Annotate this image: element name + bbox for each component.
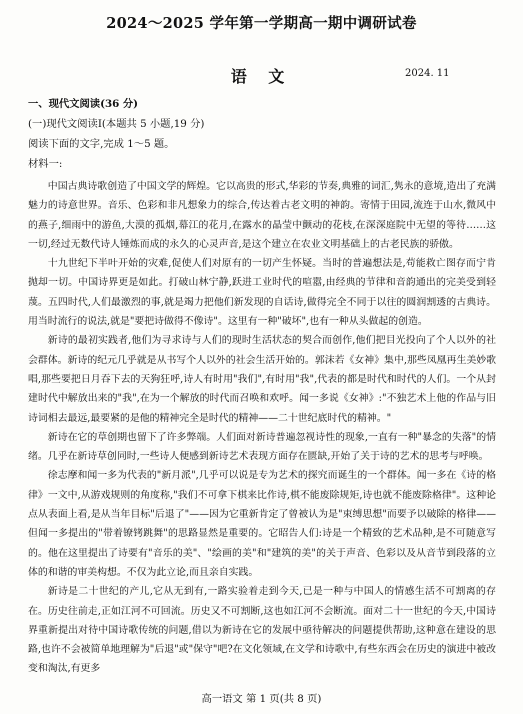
reading-instruction: 阅读下面的文字,完成 1～5 题。 bbox=[28, 138, 175, 150]
page-footer: 高一语文 第 1 页(共 8 页) bbox=[201, 693, 322, 705]
paragraph: 新诗在它的草创期也留下了许多弊端。人们面对新诗普遍忽视诗性的现象,一直有一种"暴念的失落"的情绪。几乎在新诗草创同时,一些诗人便感到新诗艺术表现方面存在匮缺,开始了关于诗的艺术的思考与呼唤。 bbox=[28, 431, 496, 463]
paragraph: 中国古典诗歌创造了中国文学的辉煌。它以高贵的形式,华彩的节奏,典雅的词汇,隽永的意境,造出了充满魅力的诗意世界。音乐、色彩和非凡想象力的综合,传达着古老文明的神韵。寄情于田园,流连于山水,微风中的燕子,细雨中的游鱼,大漠的孤烟,幕江的花月,在露水的晶莹中颤动的花枝,在深深庭院中无望的等待……这一切,经过无数代诗人锤炼而成的永久的心灵声音,是这个建立在农业文明基础上的古老民族的骄傲。 bbox=[28, 181, 496, 250]
sub-heading bbox=[28, 115, 204, 130]
paragraph: 新诗的最初实践者,他们为寻求诗与人们的现时生活状态的契合而创作,他们把目光投向了个人以外的社会群体。新诗的纪元几乎就是从书写个人以外的社会生活开始的。郭沫若《女神》集中,那些凤凰再生美妙歌唱,那些要把日月吞下去的天狗狂呼,诗人有时用"我们",有时用"我",代表的都是时代和时代的人们。一个从封建时代中解放出来的"我",在为一个解放的时代而召唤和欢呼。闻一多说《女神》:"不独艺术上他的作品与旧诗词相去最远,最要紧的是他的精神完全是时代的精神——二十世纪底时代的精神。" bbox=[28, 335, 496, 424]
exam-title: 2024～2025 学年第一学期高一期中调研试卷 bbox=[106, 15, 417, 32]
passage bbox=[28, 177, 496, 679]
sub-heading-text: (一)现代文阅读Ⅰ(本题共 5 小题,19 分) bbox=[28, 118, 205, 130]
material-label: 材料一: bbox=[28, 158, 63, 170]
subject-title: 语 文 bbox=[230, 67, 293, 86]
section-heading: 一、现代文阅读(36 分) bbox=[28, 98, 139, 110]
exam-date: 2024. 11 bbox=[405, 68, 450, 79]
paragraph: 十九世纪下半叶开始的灾难,促使人们对原有的一切产生怀疑。当时的普遍想法是,苟能救亡图存而宁肯抛却一切。中国诗界更是如此。打破山林宁静,跃进工业时代的喧嚣,由经典的节律和音韵通出的完美受到轻蔑。五四时代,人们最激烈的事,就是竭力把他们新发现的自话诗,做得完全不同于以往的圆润割透的古典诗。用当时流行的说法,就是"要把诗做得不像诗"。这里有一种"破坏",也有一种从头做起的创造。 bbox=[28, 258, 496, 328]
paragraph: 徐志摩和闻一多为代表的"新月派",几乎可以说是专为艺术的探究而诞生的一个群体。闻一多在《诗的格律》一文中,从游戏规则的角度称,"我们不可拿下棋来比作诗,棋不能废除规矩,诗也就不能废除格律"。这种论点从表面上看,是从当年目标"后退了"——因为它重新肯定了曾被认为是"束缚思想"而要予以破除的格律——但闻一多提出的"带着镣铐跳舞"的思路显然是重要的。它昭告人们:诗是一个精致的艺术品种,是不可随意写的。他在这里提出了诗要有"音乐的美"、"绘画的美"和"建筑的美"的关于声音、色彩以及从音节到段落的立体的和谐的审美构想。不仅为此立论,而且亲自实践。 bbox=[28, 470, 496, 578]
paragraph: 新诗是二十世纪的产儿,它从无到有,一路实验着走到今天,已是一种与中国人的情感生活不可割离的存在。历史往前走,正如江河不可回流。历史又不可割断,这也如江河不会断流。面对二十一世纪的今天,中国诗界重新提出对待中国诗歌传统的问题,借以为新诗在它的发展中亟待解决的问题提供帮助,这种意在建设的思路,也许不会被简单地理解为"后退"或"保守"吧?在文化领域,在文学和诗歌中,有些东西会在历史的演进中被改变和淘汰,有更多 bbox=[28, 586, 496, 675]
